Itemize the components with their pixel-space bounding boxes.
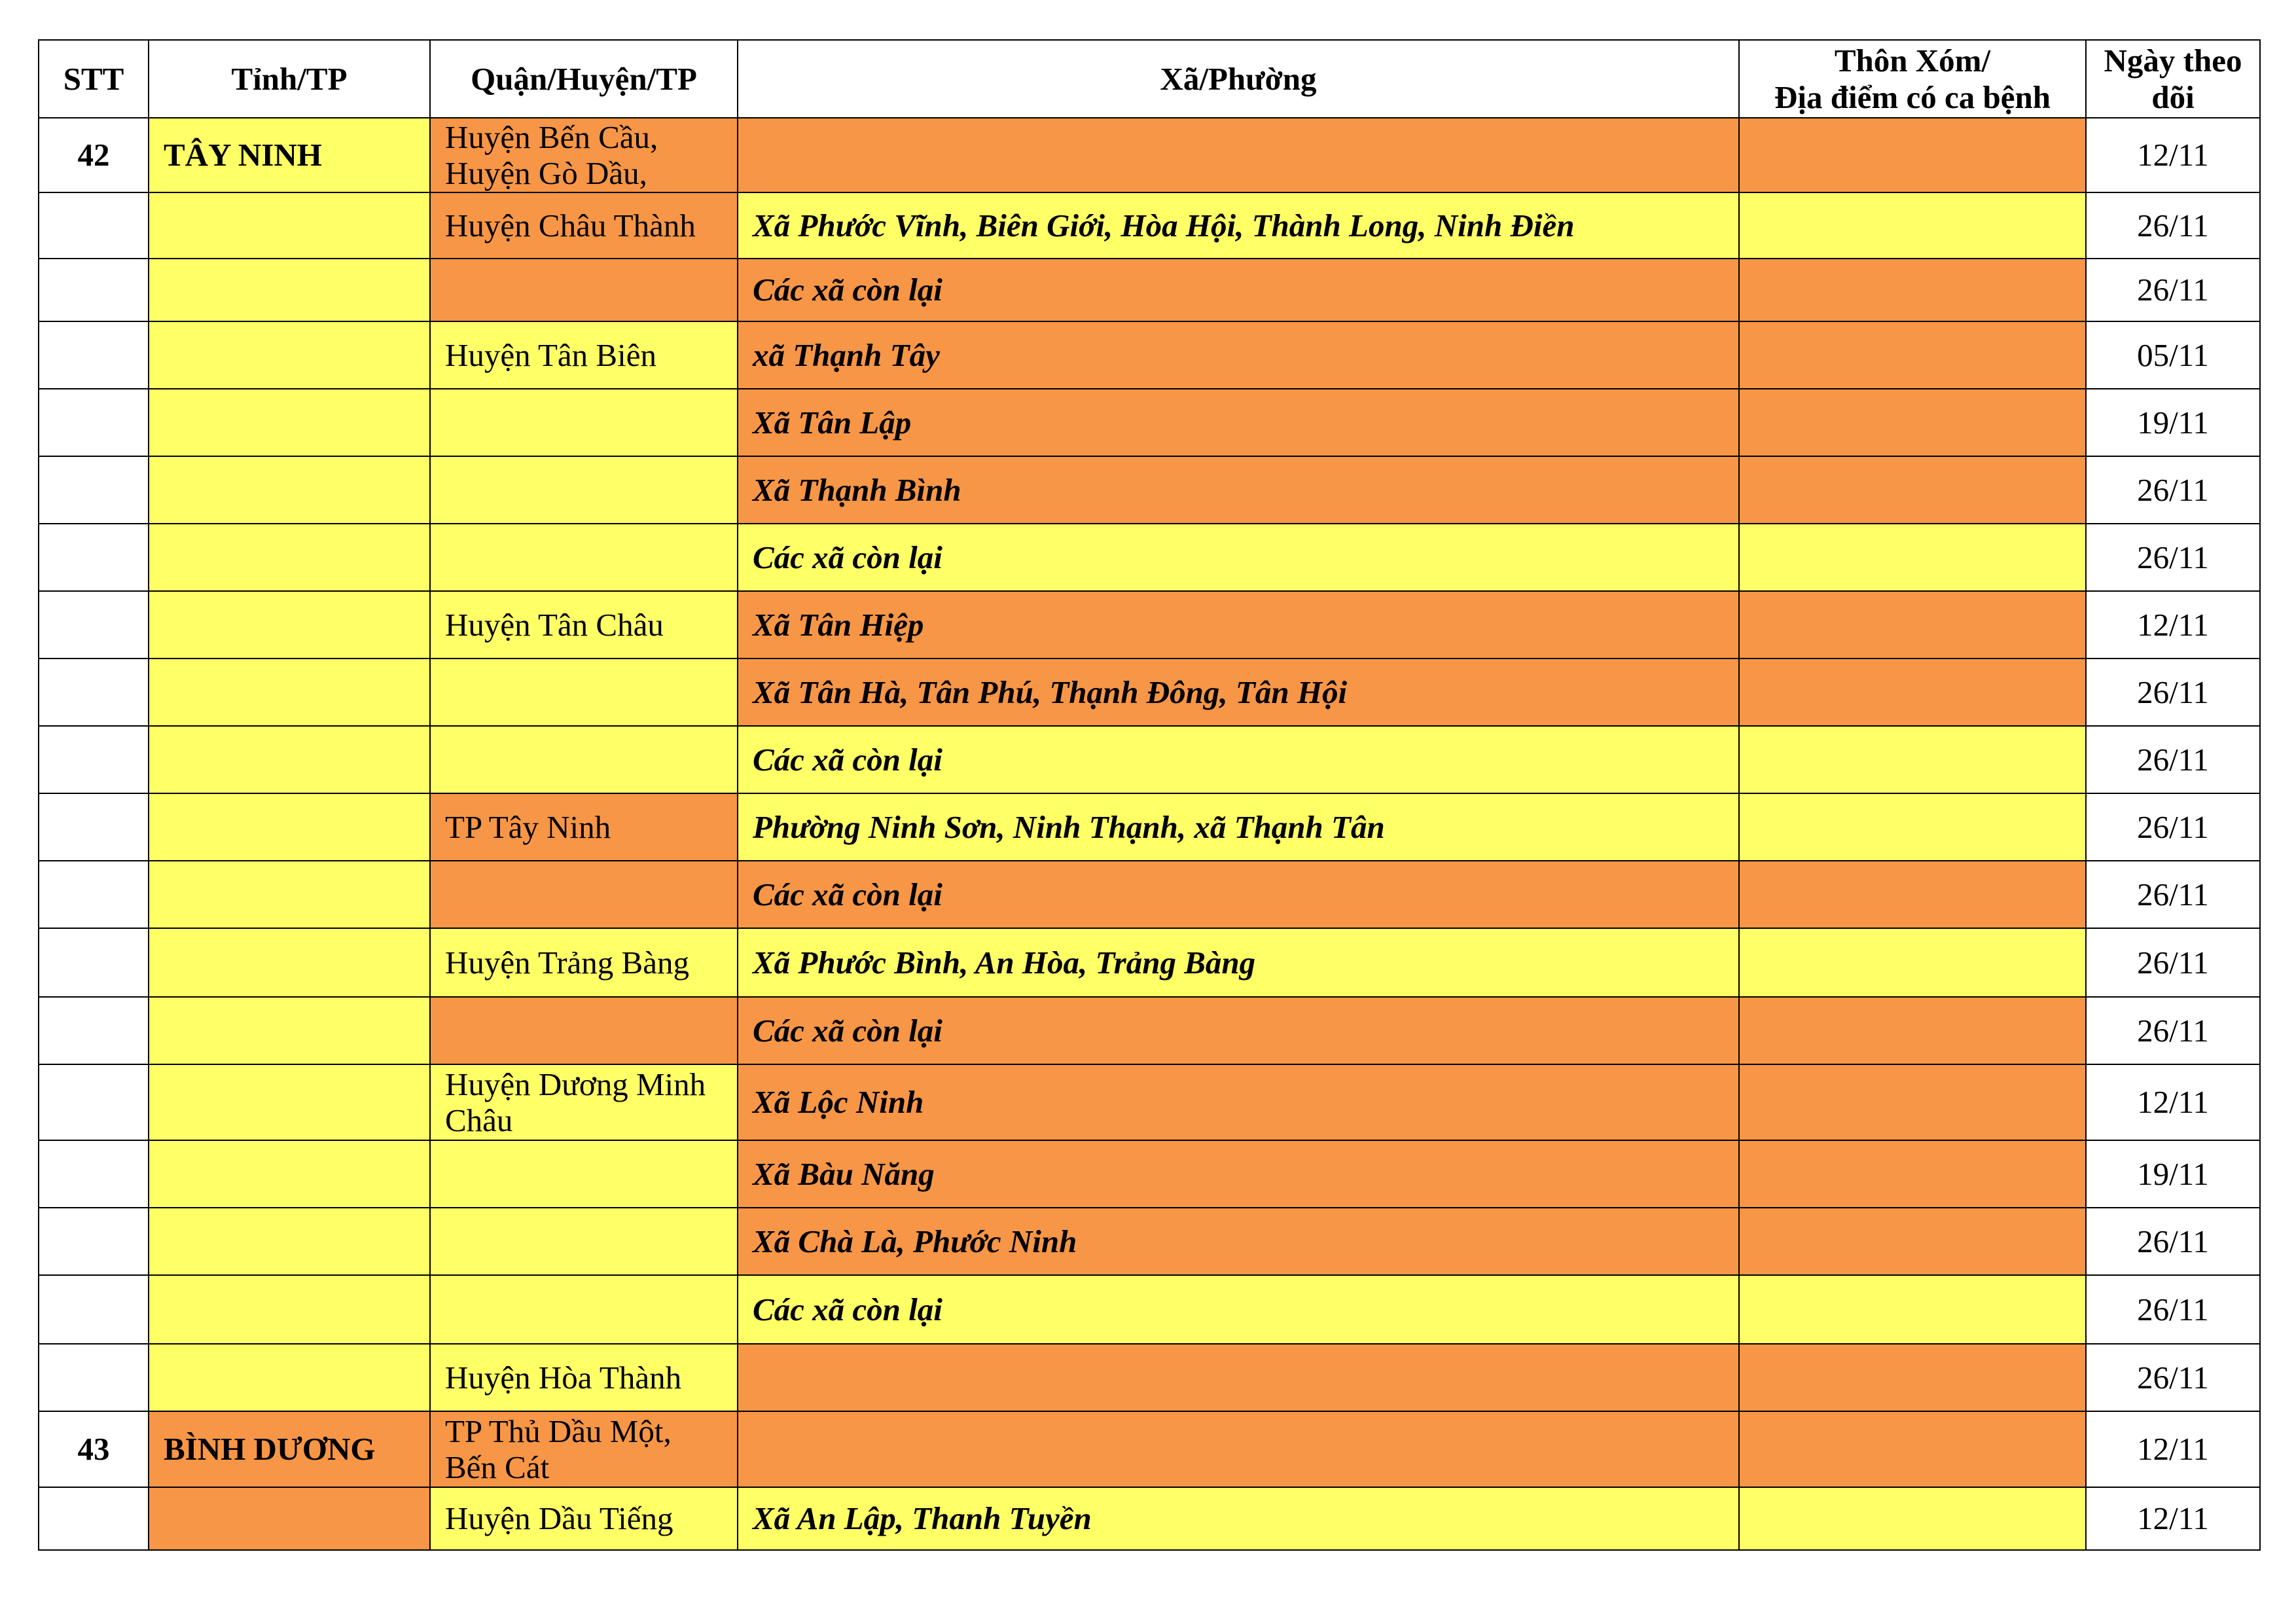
table-row [39,726,2260,793]
hamlet-cell [1739,192,2086,259]
province-cell [149,524,430,591]
province-cell [149,1487,430,1550]
province-cell [149,726,430,793]
hamlet-cell [1739,997,2086,1064]
hamlet-cell [1739,928,2086,997]
commune-cell [738,1411,1739,1487]
district-cell [430,726,738,793]
date-cell: 19/11 [2086,1140,2260,1208]
header-hamlet: Thôn Xóm/ Địa điểm có ca bệnh [1739,40,2086,118]
table-row [39,591,2260,659]
date-cell: 26/11 [2086,726,2260,793]
commune-cell: Xã Chà Là, Phước Ninh [738,1208,1739,1275]
commune-cell: xã Thạnh Tây [738,321,1739,389]
table-row [39,1487,2260,1550]
district-cell: TP Tây Ninh [430,793,738,861]
hamlet-cell [1739,321,2086,389]
date-cell: 26/11 [2086,1344,2260,1411]
stt-cell: 42 [39,118,149,192]
stt-cell [39,192,149,259]
commune-cell: Phường Ninh Sơn, Ninh Thạnh, xã Thạnh Tân [738,793,1739,861]
province-cell [149,1208,430,1275]
date-cell: 26/11 [2086,1208,2260,1275]
hamlet-cell [1739,1208,2086,1275]
province-cell [149,997,430,1064]
stt-cell [39,1208,149,1275]
district-cell [430,1275,738,1344]
table-row [39,524,2260,591]
district-cell [430,456,738,524]
hamlet-cell [1739,524,2086,591]
province-cell [149,659,430,726]
stt-cell [39,321,149,389]
date-cell: 12/11 [2086,1411,2260,1487]
table-row [39,259,2260,321]
commune-cell: Xã Phước Bình, An Hòa, Trảng Bàng [738,928,1739,997]
date-cell: 26/11 [2086,1275,2260,1344]
district-cell: Huyện Châu Thành [430,192,738,259]
table-row [39,928,2260,997]
table-row [39,456,2260,524]
stt-cell [39,928,149,997]
table-row [39,659,2260,726]
commune-cell: Xã Thạnh Bình [738,456,1739,524]
district-cell: Huyện Dầu Tiếng [430,1487,738,1550]
table-row [39,1140,2260,1208]
province-cell [149,259,430,321]
stt-cell [39,1275,149,1344]
district-cell: Huyện Hòa Thành [430,1344,738,1411]
table-row [39,118,2260,192]
header-date: Ngày theo dõi [2086,40,2260,118]
province-cell [149,321,430,389]
date-cell: 12/11 [2086,591,2260,659]
table-row [39,861,2260,928]
province-cell [149,591,430,659]
date-cell: 26/11 [2086,861,2260,928]
commune-cell: Xã Tân Hà, Tân Phú, Thạnh Đông, Tân Hội [738,659,1739,726]
hamlet-cell [1739,259,2086,321]
commune-cell: Xã Bàu Năng [738,1140,1739,1208]
hamlet-cell [1739,659,2086,726]
district-cell [430,259,738,321]
commune-cell: Xã Phước Vĩnh, Biên Giới, Hòa Hội, Thành Long, Ninh Điền [738,192,1739,259]
district-cell: Huyện Tân Biên [430,321,738,389]
district-cell [430,997,738,1064]
district-cell [430,659,738,726]
header-commune: Xã/Phường [738,40,1739,118]
date-cell: 12/11 [2086,1064,2260,1140]
hamlet-cell [1739,456,2086,524]
stt-cell [39,861,149,928]
hamlet-cell [1739,726,2086,793]
commune-cell: Các xã còn lại [738,524,1739,591]
stt-cell [39,1487,149,1550]
province-cell [149,456,430,524]
hamlet-cell [1739,1487,2086,1550]
hamlet-cell [1739,1411,2086,1487]
district-cell [430,861,738,928]
province-cell [149,389,430,456]
hamlet-cell [1739,1064,2086,1140]
stt-cell [39,389,149,456]
hamlet-cell [1739,389,2086,456]
date-cell: 12/11 [2086,118,2260,192]
date-cell: 26/11 [2086,524,2260,591]
table-row [39,389,2260,456]
date-cell: 12/11 [2086,1487,2260,1550]
stt-cell [39,659,149,726]
province-cell [149,861,430,928]
date-cell: 26/11 [2086,928,2260,997]
hamlet-cell [1739,118,2086,192]
table-row [39,997,2260,1064]
province-cell [149,1275,430,1344]
province-cell [149,192,430,259]
header-row [39,40,2260,118]
stt-cell [39,259,149,321]
district-cell: Huyện Trảng Bàng [430,928,738,997]
date-cell: 26/11 [2086,997,2260,1064]
commune-cell: Các xã còn lại [738,1275,1739,1344]
table-row [39,1275,2260,1344]
province-cell [149,928,430,997]
date-cell: 05/11 [2086,321,2260,389]
district-cell [430,389,738,456]
stt-cell [39,1064,149,1140]
header-district: Quận/Huyện/TP [430,40,738,118]
district-cell: TP Thủ Dầu Một, Bến Cát [430,1411,738,1487]
district-cell [430,1140,738,1208]
district-cell: Huyện Tân Châu [430,591,738,659]
district-cell [430,1208,738,1275]
header-province: Tỉnh/TP [149,40,430,118]
commune-cell: Xã Tân Lập [738,389,1739,456]
commune-cell: Các xã còn lại [738,997,1739,1064]
header-stt: STT [39,40,149,118]
district-cell: Huyện Dương Minh Châu [430,1064,738,1140]
commune-cell: Xã Lộc Ninh [738,1064,1739,1140]
stt-cell: 43 [39,1411,149,1487]
table-row [39,192,2260,259]
hamlet-cell [1739,591,2086,659]
hamlet-cell [1739,861,2086,928]
commune-cell [738,118,1739,192]
commune-cell: Xã Tân Hiệp [738,591,1739,659]
date-cell: 26/11 [2086,192,2260,259]
stt-cell [39,793,149,861]
table-row [39,1411,2260,1487]
stt-cell [39,997,149,1064]
province-cell: TÂY NINH [149,118,430,192]
district-cell [430,524,738,591]
commune-cell: Xã An Lập, Thanh Tuyền [738,1487,1739,1550]
date-cell: 19/11 [2086,389,2260,456]
table-row [39,1344,2260,1411]
date-cell: 26/11 [2086,259,2260,321]
hamlet-cell [1739,793,2086,861]
hamlet-cell [1739,1344,2086,1411]
district-cell: Huyện Bến Cầu, Huyện Gò Dầu, [430,118,738,192]
province-cell [149,1344,430,1411]
table-row [39,1064,2260,1140]
date-cell: 26/11 [2086,659,2260,726]
commune-cell: Các xã còn lại [738,726,1739,793]
stt-cell [39,726,149,793]
stt-cell [39,1344,149,1411]
table-row [39,793,2260,861]
stt-cell [39,524,149,591]
date-cell: 26/11 [2086,793,2260,861]
commune-cell [738,1344,1739,1411]
date-cell: 26/11 [2086,456,2260,524]
hamlet-cell [1739,1275,2086,1344]
stt-cell [39,1140,149,1208]
province-cell [149,1064,430,1140]
hamlet-cell [1739,1140,2086,1208]
province-cell: BÌNH DƯƠNG [149,1411,430,1487]
province-cell [149,793,430,861]
stt-cell [39,456,149,524]
stt-cell [39,591,149,659]
table-row [39,321,2260,389]
commune-cell: Các xã còn lại [738,259,1739,321]
province-cell [149,1140,430,1208]
commune-cell: Các xã còn lại [738,861,1739,928]
table-row [39,1208,2260,1275]
outbreak-monitoring-table [38,39,2261,1551]
